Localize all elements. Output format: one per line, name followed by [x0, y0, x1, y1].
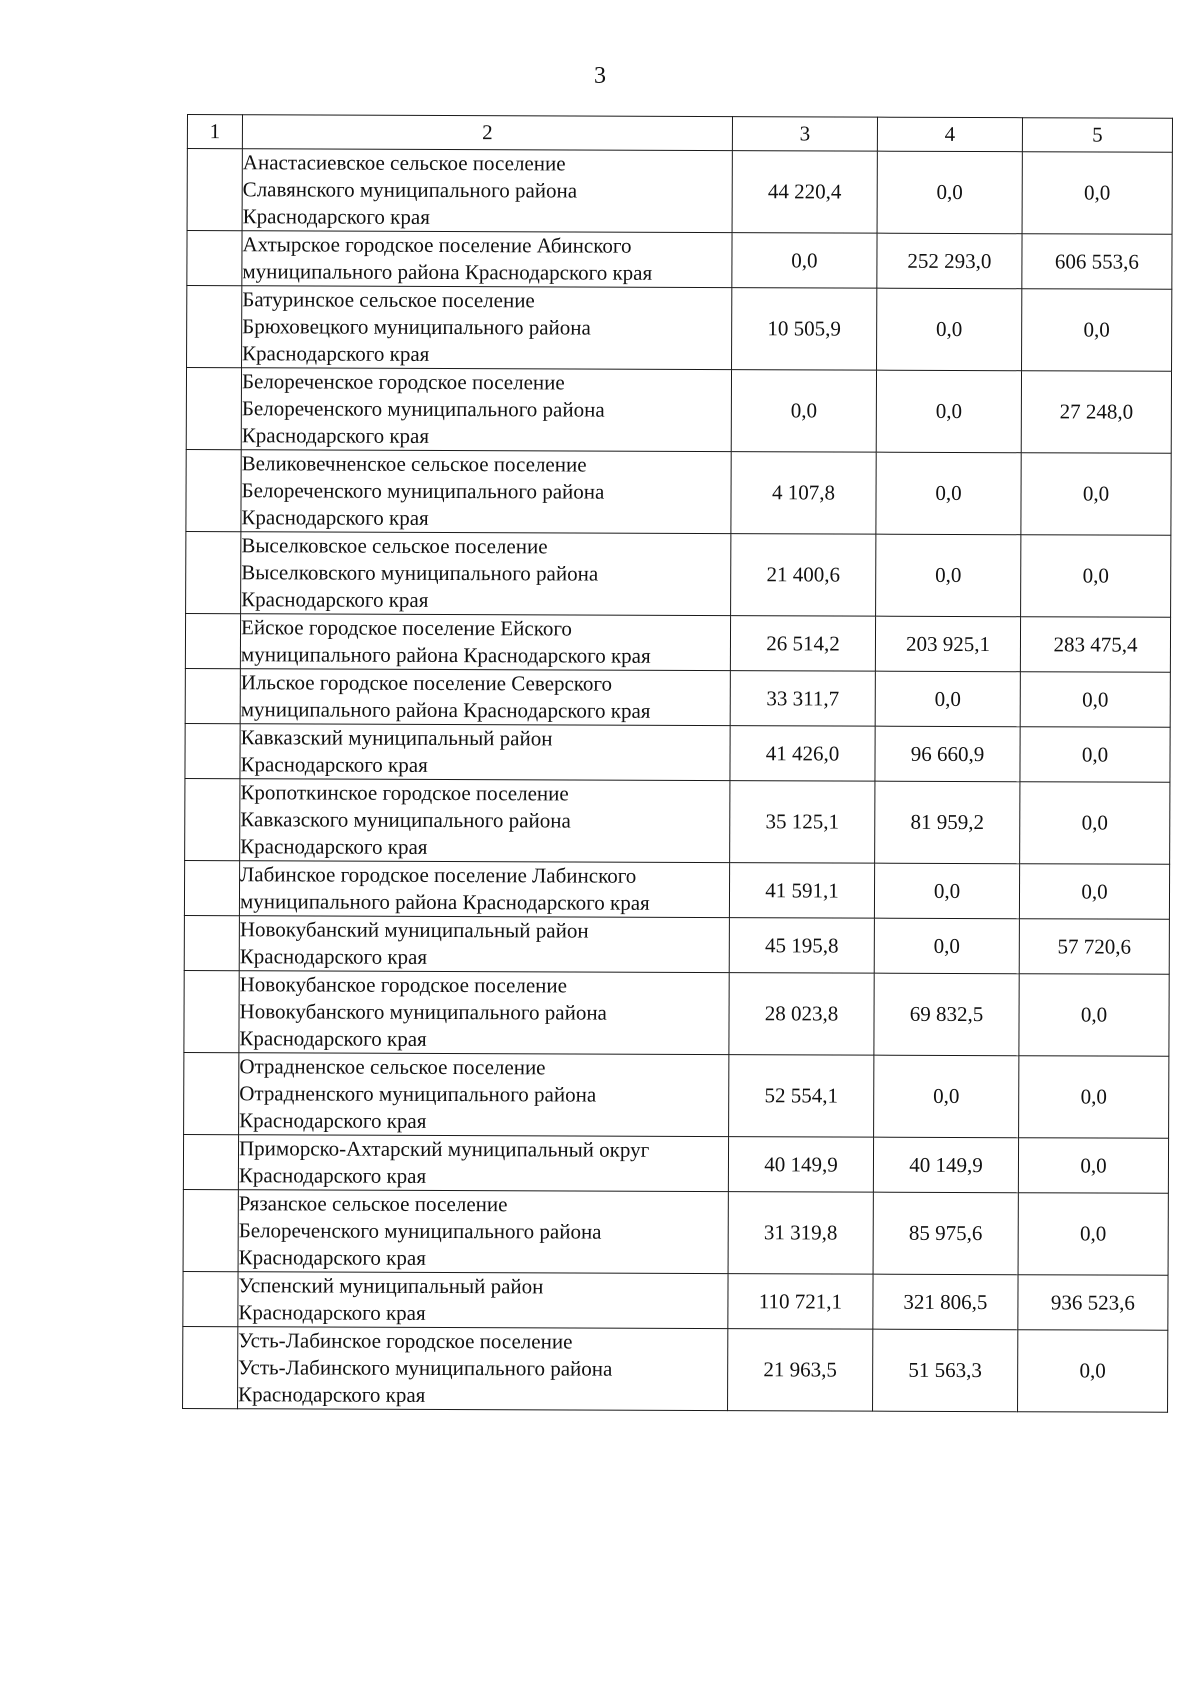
table-row	[184, 970, 1169, 1056]
row-index-cell	[186, 531, 241, 613]
amount-cell-col4: 69 832,5	[874, 973, 1019, 1056]
table-row	[183, 1271, 1168, 1330]
name-line: Славянского муниципального района	[242, 177, 578, 203]
amount-cell-col5: 0,0	[1019, 864, 1169, 920]
name-line: Усть-Лабинского муниципального района	[238, 1355, 613, 1381]
table-row	[186, 368, 1171, 454]
amount-cell-col4: 96 660,9	[875, 726, 1020, 782]
name-line: Выселковского муниципального района	[241, 560, 599, 586]
row-index-cell	[184, 860, 239, 915]
amount-cell-col4: 0,0	[876, 370, 1021, 453]
name-line: муниципального района Краснодарского края	[239, 889, 650, 915]
amount-cell-col5: 0,0	[1019, 974, 1169, 1057]
name-line: Выселковское сельское поселение	[241, 533, 548, 559]
amount-cell-col3: 31 319,8	[728, 1192, 873, 1275]
row-index-cell	[183, 1189, 238, 1271]
amount-cell-col4: 81 959,2	[875, 781, 1020, 864]
amount-cell-col3: 0,0	[731, 370, 876, 453]
table-row	[186, 449, 1171, 535]
row-index-cell	[187, 149, 242, 231]
table-row	[183, 1326, 1168, 1412]
name-line: Успенский муниципальный район	[238, 1273, 544, 1299]
municipality-name-cell	[239, 971, 729, 1055]
amount-cell-col3: 28 023,8	[729, 973, 874, 1056]
amount-cell-col5: 0,0	[1020, 727, 1170, 783]
name-line: Краснодарского края	[238, 1245, 426, 1270]
name-line: Брюховецкого муниципального района	[242, 314, 591, 340]
name-line: Краснодарского края	[241, 587, 429, 612]
row-index-cell	[186, 368, 241, 450]
amount-cell-col4: 203 925,1	[875, 616, 1020, 672]
amount-cell-col3: 41 591,1	[729, 863, 874, 919]
municipality-name-cell	[241, 368, 731, 452]
amount-cell-col5: 606 553,6	[1022, 234, 1172, 290]
name-line: Краснодарского края	[242, 204, 430, 229]
table-body	[183, 149, 1173, 1413]
name-line: Краснодарского края	[239, 944, 428, 969]
amount-cell-col5: 0,0	[1022, 152, 1172, 235]
name-line: Анастасиевское сельское поселение	[242, 150, 566, 176]
name-line: Краснодарского края	[241, 423, 430, 448]
amount-cell-col4: 0,0	[877, 151, 1022, 234]
row-index-cell	[185, 668, 240, 723]
name-line: Белореченского муниципального района	[238, 1218, 602, 1244]
name-line: Краснодарского края	[238, 1300, 426, 1325]
row-index-cell	[183, 1134, 238, 1189]
amount-cell-col4: 0,0	[874, 863, 1019, 919]
table-row	[187, 231, 1172, 290]
amount-cell-col3: 110 721,1	[728, 1274, 873, 1330]
name-line: Краснодарского края	[238, 1163, 427, 1188]
name-line: Краснодарского края	[239, 1026, 427, 1051]
amount-cell-col5: 936 523,6	[1018, 1275, 1168, 1331]
header-cell-4: 4	[877, 117, 1022, 152]
header-cell-2: 2	[242, 115, 732, 151]
name-line: Новокубанский муниципальный район	[239, 917, 589, 943]
name-line: Ильское городское поселение Северского	[240, 670, 613, 696]
amount-cell-col3: 0,0	[732, 233, 877, 289]
row-index-cell	[185, 613, 240, 668]
municipality-name-cell	[240, 614, 730, 671]
amount-cell-col3: 45 195,8	[729, 918, 874, 974]
name-line: Батуринское сельское поселение	[242, 287, 535, 313]
amount-cell-col5: 0,0	[1019, 1056, 1169, 1139]
amount-cell-col3: 4 107,8	[731, 452, 876, 535]
name-line: Кавказский муниципальный район	[240, 725, 553, 751]
amount-cell-col4: 0,0	[874, 1055, 1019, 1138]
row-index-cell	[183, 1326, 238, 1408]
municipality-name-cell	[239, 916, 729, 973]
amount-cell-col3: 40 149,9	[728, 1137, 873, 1193]
amount-cell-col4: 51 563,3	[873, 1329, 1018, 1412]
municipality-name-cell	[242, 231, 732, 288]
amount-cell-col5: 27 248,0	[1021, 371, 1171, 454]
name-line: Краснодарского края	[242, 341, 430, 366]
amount-cell-col5: 0,0	[1018, 1330, 1168, 1413]
municipality-name-cell	[239, 1053, 729, 1137]
name-line: Кавказского муниципального района	[240, 807, 571, 833]
amount-cell-col3: 21 400,6	[731, 534, 876, 617]
name-line: Белореченское городское поселение	[241, 369, 565, 395]
name-line: Краснодарского края	[240, 834, 428, 859]
amount-cell-col3: 10 505,9	[732, 288, 877, 371]
municipality-name-cell	[242, 286, 732, 370]
amount-cell-col4: 252 293,0	[877, 233, 1022, 289]
name-line: Лабинское городское поселение Лабинского	[240, 862, 637, 888]
amount-cell-col4: 0,0	[876, 534, 1021, 617]
row-index-cell	[187, 286, 242, 368]
municipality-name-cell	[240, 724, 730, 781]
amount-cell-col5: 0,0	[1021, 535, 1171, 618]
table-row	[185, 613, 1170, 672]
municipality-name-cell	[238, 1272, 728, 1329]
amount-cell-col5: 0,0	[1022, 289, 1172, 372]
amount-cell-col5: 0,0	[1018, 1138, 1168, 1194]
municipality-name-cell	[239, 861, 729, 918]
amount-cell-col4: 0,0	[876, 452, 1021, 535]
name-line: Отрадненского муниципального района	[239, 1081, 597, 1107]
municipality-name-cell	[241, 450, 731, 534]
amount-cell-col4: 0,0	[874, 918, 1019, 974]
name-line: Кропоткинское городское поселение	[240, 780, 569, 806]
table-row	[184, 915, 1169, 974]
row-index-cell	[186, 449, 241, 531]
name-line: Приморско-Ахтарский муниципальный округ	[238, 1136, 650, 1162]
header-cell-3: 3	[732, 117, 877, 152]
amount-cell-col3: 35 125,1	[730, 781, 875, 864]
municipality-name-cell	[240, 669, 730, 726]
table-row	[183, 1189, 1168, 1275]
header-cell-1: 1	[187, 115, 242, 149]
amount-cell-col4: 40 149,9	[873, 1137, 1018, 1193]
municipality-name-cell	[242, 149, 732, 233]
amount-cell-col4: 0,0	[877, 288, 1022, 371]
name-line: Новокубанское городское поселение	[239, 972, 568, 998]
table-row	[183, 1134, 1168, 1193]
table-row	[186, 531, 1171, 617]
name-line: Рязанское сельское поселение	[238, 1191, 508, 1217]
amount-cell-col3: 33 311,7	[730, 671, 875, 727]
header-cell-5: 5	[1022, 118, 1172, 153]
name-line: Белореченского муниципального района	[241, 478, 605, 504]
municipality-name-cell	[240, 779, 730, 863]
table-row	[185, 778, 1170, 864]
table-row	[185, 723, 1170, 782]
row-index-cell	[183, 1271, 238, 1326]
table-row	[184, 1052, 1169, 1138]
name-line: муниципального района Краснодарского края	[240, 697, 651, 723]
amount-cell-col3: 41 426,0	[730, 726, 875, 782]
municipality-name-cell	[238, 1327, 728, 1411]
table-wrapper	[182, 114, 1172, 1413]
name-line: Усть-Лабинское городское поселение	[238, 1328, 573, 1354]
row-index-cell	[184, 1052, 239, 1134]
name-line: Краснодарского края	[238, 1382, 426, 1407]
table-row	[187, 149, 1172, 235]
amount-cell-col5: 0,0	[1020, 782, 1170, 865]
page-number: 3	[594, 63, 606, 89]
amount-cell-col5: 0,0	[1021, 453, 1171, 536]
row-index-cell	[185, 778, 240, 860]
name-line: Белореченского муниципального района	[241, 396, 605, 422]
municipality-name-cell	[241, 532, 731, 616]
amount-cell-col5: 57 720,6	[1019, 919, 1169, 975]
name-line: муниципального района Краснодарского края	[242, 259, 653, 285]
amount-cell-col5: 0,0	[1020, 672, 1170, 728]
table-row	[184, 860, 1169, 919]
amount-cell-col3: 52 554,1	[729, 1055, 874, 1138]
amount-cell-col4: 0,0	[875, 671, 1020, 727]
amount-cell-col3: 21 963,5	[728, 1329, 873, 1412]
name-line: Краснодарского края	[241, 505, 429, 530]
data-table	[182, 114, 1173, 1413]
name-line: Ахтырское городское поселение Абинского	[242, 232, 632, 258]
municipality-name-cell	[238, 1135, 728, 1192]
amount-cell-col4: 321 806,5	[873, 1274, 1018, 1330]
row-index-cell	[187, 231, 242, 286]
amount-cell-col4: 85 975,6	[873, 1192, 1018, 1275]
name-line: Краснодарского края	[240, 752, 428, 777]
name-line: Ейское городское поселение Ейского	[240, 615, 573, 641]
row-index-cell	[184, 970, 239, 1052]
name-line: Великовечненское сельское поселение	[241, 451, 587, 477]
header-row	[187, 115, 1172, 153]
amount-cell-col5: 283 475,4	[1020, 617, 1170, 673]
row-index-cell	[185, 723, 240, 778]
name-line: Отрадненское сельское поселение	[239, 1054, 546, 1080]
name-line: муниципального района Краснодарского края	[240, 642, 651, 668]
amount-cell-col5: 0,0	[1018, 1193, 1168, 1276]
row-index-cell	[184, 915, 239, 970]
municipality-name-cell	[238, 1190, 728, 1274]
table-row	[185, 668, 1170, 727]
name-line: Краснодарского края	[239, 1108, 427, 1133]
amount-cell-col3: 44 220,4	[732, 151, 877, 234]
name-line: Новокубанского муниципального района	[239, 999, 607, 1025]
amount-cell-col3: 26 514,2	[730, 616, 875, 672]
table-row	[187, 286, 1172, 372]
